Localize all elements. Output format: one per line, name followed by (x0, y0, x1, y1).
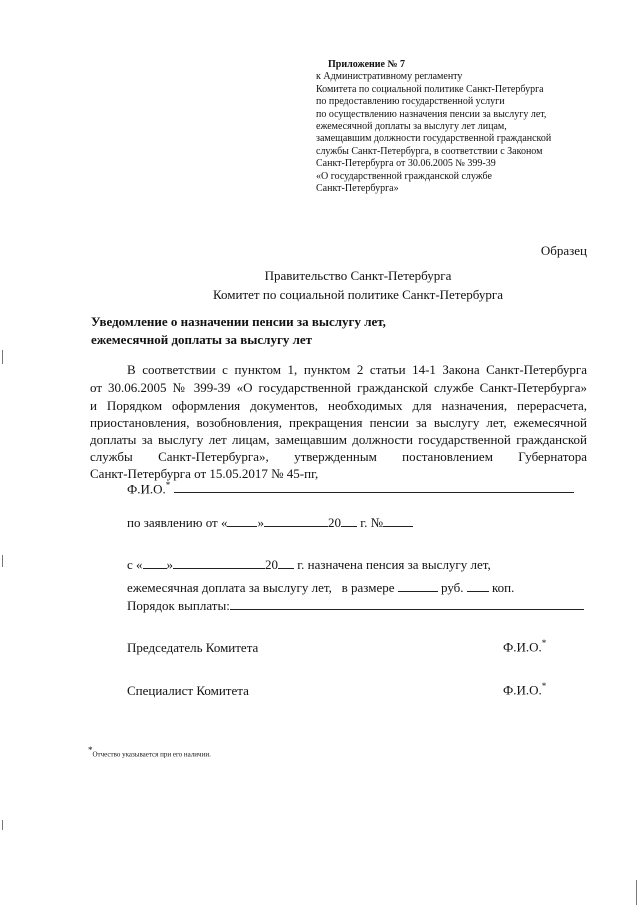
application-number-label: г. № (360, 515, 383, 530)
payment-field (127, 597, 584, 614)
application-day-line[interactable] (227, 514, 257, 527)
appendix-line: замещавшим должности государственной гражданской (316, 133, 552, 145)
application-quote: » (257, 515, 264, 530)
pension-field (127, 556, 491, 573)
asterisk-mark: * (165, 480, 171, 490)
chair-signature-label: Председатель Комитета (127, 640, 259, 655)
rub-label: руб. (441, 580, 464, 595)
footnote-text: Отчество указывается при его наличии. (92, 750, 211, 759)
notice-title-line1: Уведомление о назначении пенсии за выслугу лет, (91, 314, 386, 329)
chair-fio (503, 638, 546, 655)
pension-text: г. назначена пенсия за выслугу лет, (297, 557, 491, 572)
appendix-line: Комитета по социальной политике Санкт-Петербурга (316, 83, 544, 95)
application-year-line[interactable] (341, 514, 357, 527)
fio-field (127, 480, 574, 497)
scan-edge-mark (2, 350, 3, 364)
pension-month-line[interactable] (173, 556, 265, 569)
appendix-line: Санкт-Петербурга от 30.06.2005 № 399-39 (316, 158, 496, 170)
notice-title-line2: ежемесячной доплаты за выслугу лет (91, 332, 313, 347)
appendix-line: по осуществлению назначения пенсии за выслугу лет, (316, 108, 547, 120)
asterisk-mark: * (541, 681, 547, 691)
body-line-3: и Порядком оформления документов, необходимых для назначения, перерасчета, (90, 398, 587, 413)
chair-fio-label: Ф.И.О. (503, 639, 542, 655)
amount-label: в размере (341, 580, 395, 595)
footnote-asterisk: * (88, 745, 93, 755)
body-line-6: службы Санкт-Петербурга», утвержденным постановлением Губернатора (90, 449, 587, 464)
specialist-fio-label: Ф.И.О. (503, 682, 542, 698)
specialist-signature-label: Специалист Комитета (127, 683, 249, 698)
appendix-line: к Административному регламенту (316, 71, 463, 83)
scan-edge-mark (2, 820, 3, 830)
appendix-line: Санкт-Петербурга» (316, 183, 399, 195)
government-name: Правительство Санкт-Петербурга (264, 268, 452, 283)
appendix-line: по предоставлению государственной услуги (316, 96, 505, 108)
supplement-text: ежемесячная доплата за выслугу лет, (127, 580, 332, 595)
body-line-1: В соответствии с пунктом 1, пунктом 2 статьи 14-1 Закона Санкт-Петербурга (127, 362, 587, 377)
payment-input-line[interactable] (230, 597, 584, 610)
scan-edge-mark (636, 880, 637, 905)
fio-input-line[interactable] (174, 480, 574, 493)
application-prefix: по заявлению от « (127, 515, 228, 530)
body-line-2: от 30.06.2005 № 399-39 «О государственной гражданской службе Санкт-Петербурга» (90, 380, 587, 395)
pension-quote: » (166, 557, 174, 572)
kop-label: коп. (492, 580, 515, 595)
application-year-prefix: 20 (327, 515, 341, 530)
pension-prefix: с « (127, 557, 143, 572)
scan-edge-mark (2, 555, 3, 567)
application-month-line[interactable] (264, 514, 328, 527)
sample-label: Образец (540, 243, 587, 258)
specialist-fio (503, 681, 546, 698)
pension-day-line[interactable] (143, 556, 167, 569)
pension-year-line[interactable] (278, 556, 294, 569)
appendix-line: «О государственной гражданской службе (316, 170, 492, 182)
payment-label: Порядок выплаты: (127, 598, 230, 613)
committee-name: Комитет по социальной политике Санкт-Петербурга (213, 287, 503, 302)
pension-year-prefix: 20 (265, 557, 279, 572)
appendix-line: службы Санкт-Петербурга, в соответствии с Законом (316, 145, 543, 157)
body-line-4: приостановления, возобновления, прекращения пенсии за выслугу лет, ежемесячной (90, 415, 587, 430)
body-line-7: Санкт-Петербурга от 15.05.2017 № 45-пг, (90, 466, 319, 481)
fio-label: Ф.И.О. (127, 481, 166, 497)
appendix-block (316, 59, 551, 195)
footnote (88, 745, 211, 758)
body-line-5: доплаты за выслугу лет лицам, замещавшим должности государственной гражданской (90, 432, 587, 447)
application-number-line[interactable] (383, 514, 413, 527)
amount-rub-line[interactable] (398, 579, 438, 592)
supplement-field (127, 579, 514, 596)
application-field (127, 514, 413, 531)
asterisk-mark: * (541, 638, 547, 648)
appendix-title: Приложение № 7 (328, 59, 406, 70)
amount-kop-line[interactable] (467, 579, 489, 592)
appendix-line: ежемесячной доплаты за выслугу лет лицам, (316, 121, 507, 133)
